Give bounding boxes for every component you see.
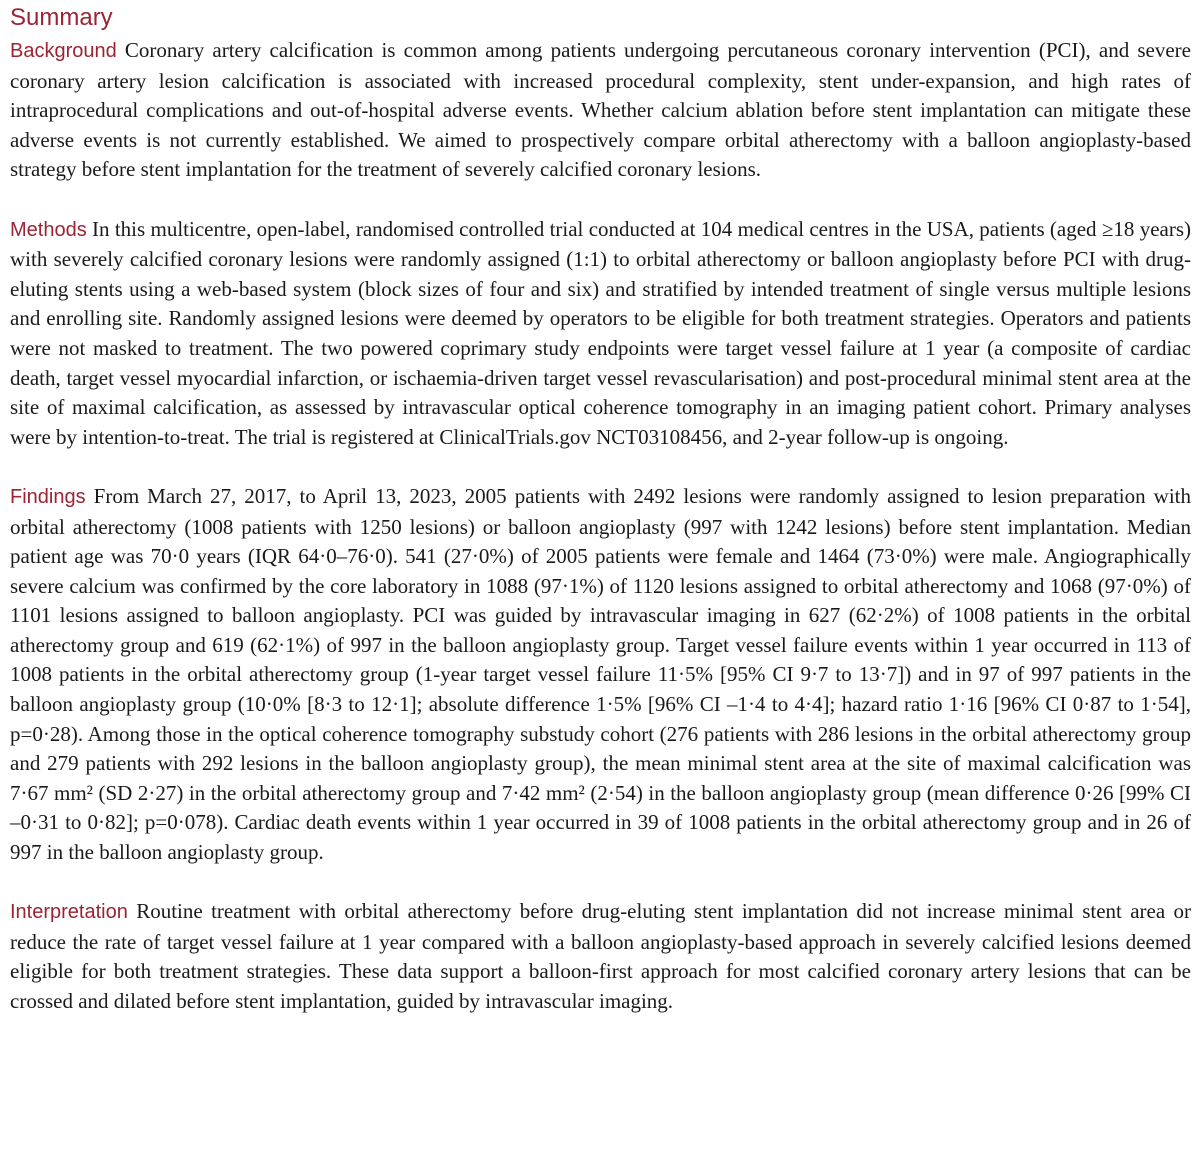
methods-text: In this multicentre, open-label, randomised controlled trial conducted at 104 medical centres in the USA, patients (aged ≥18 years) with severely calcified coronary lesions were randomly assigned (1:1) to orbital atherectomy or balloon angioplasty before PCI with drug-eluting stents using a web-based system (block sizes of four and six) and stratified by intended treatment of single versus multiple lesions and enrolling site. Randomly assigned lesions were deemed by operators to be eligible for both treatment strategies. Operators and patients were not masked to treatment. The two powered coprimary study endpoints were target vessel failure at 1 year (a composite of cardiac death, target vessel myocardial infarction, or ischaemia-driven target vessel revascularisation) and post-procedural minimal stent area at the site of maximal calcification, as assessed by intravascular optical coherence tomography in an imaging patient cohort. Primary analyses were by intention-to-treat. The trial is registered at ClinicalTrials.gov NCT03108456, and 2-year follow-up is ongoing. bbox=[10, 216, 1191, 449]
summary-title: Summary bbox=[10, 4, 113, 31]
interpretation-text: Routine treatment with orbital atherectomy before drug-eluting stent implantation did not increase minimal stent area or reduce the rate of target vessel failure at 1 year compared with a balloon angioplasty-based approach in severely calcified lesions deemed eligible for both treatment strategies. These data support a balloon-first approach for most calcified coronary artery lesions that can be crossed and dilated before stent implantation, guided by intravascular imaging. bbox=[10, 899, 1192, 1013]
findings-heading: Findings bbox=[10, 485, 86, 508]
interpretation-heading: Interpretation bbox=[10, 901, 128, 924]
methods-heading: Methods bbox=[10, 218, 87, 241]
background-text: Coronary artery calcification is common among patients undergoing percutaneous coronary intervention (PCI), and severe coronary artery lesion calcification is associated with increased procedural complexity, stent under-expansion, and high rates of intraprocedural complications and out-of-hospital adverse events. Whether calcium ablation before stent implantation can mitigate these adverse events is not currently established. We aimed to prospectively compare orbital atherectomy with a balloon angioplasty-based strategy before stent implantation for the treatment of severely calcified coronary lesions. bbox=[10, 38, 1191, 182]
section-findings bbox=[10, 482, 1191, 868]
section-interpretation bbox=[10, 897, 1191, 1016]
section-methods bbox=[10, 215, 1191, 453]
section-background bbox=[10, 36, 1191, 185]
abstract-summary bbox=[10, 0, 1191, 1046]
background-heading: Background bbox=[10, 40, 117, 62]
findings-text: From March 27, 2017, to April 13, 2023, 2005 patients with 2492 lesions were randomly assigned to lesion preparation with orbital atherectomy (1008 patients with 1250 lesions) or balloon angioplasty (997 with 1242 lesions) before stent implantation. Median patient age was 70·0 years (IQR 64·0–76·0). 541 (27·0%) of 2005 patients were female and 1464 (73·0%) were male. Angiographically severe calcium was confirmed by the core laboratory in 1088 (97·1%) of 1120 lesions assigned to orbital atherectomy and 1068 (97·0%) of 1101 lesions assigned to balloon angioplasty. PCI was guided by intravascular imaging in 627 (62·2%) of 1008 patients in the orbital atherectomy group and 619 (62·1%) of 997 in the balloon angioplasty group. Target vessel failure events within 1 year occurred in 113 of 1008 patients in the orbital atherectomy group (1-year target vessel failure 11·5% [95% CI 9·7 to 13·7]) and in 97 of 997 patients in the balloon angioplasty group (10·0% [8·3 to 12·1]; absolute difference 1·5% [96% CI –1·4 to 4·4]; hazard ratio 1·16 [96% CI 0·87 to 1·54], p=0·28). Among those in the optical coherence tomography substudy cohort (276 patients with 286 lesions in the orbital atherectomy group and 279 patients with 292 lesions in the balloon angioplasty group), the mean minimal stent area at the site of maximal calcification was 7·67 mm² (SD 2·27) in the orbital atherectomy group and 7·42 mm² (2·54) in the balloon angioplasty group (mean difference 0·26 [99% CI –0·31 to 0·82]; p=0·078). Cardiac death events within 1 year occurred in 39 of 1008 patients in the orbital atherectomy group and in 26 of 997 in the balloon angioplasty group. bbox=[10, 483, 1192, 865]
